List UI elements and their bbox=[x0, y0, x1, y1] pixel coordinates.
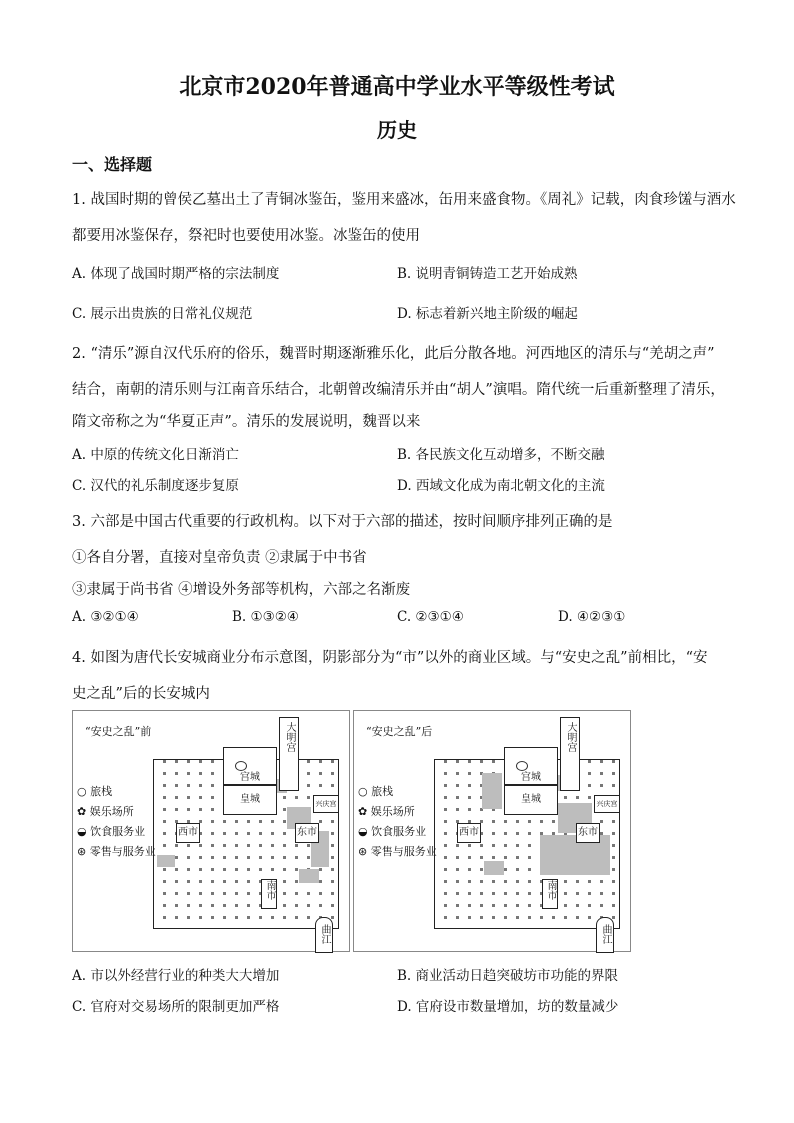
west-market bbox=[176, 823, 200, 843]
legend-inn bbox=[77, 783, 112, 799]
q1-option-b: B. 说明青铜铸造工艺开始成熟 bbox=[397, 266, 578, 282]
legend-entertainment-label: 娱乐场所 bbox=[370, 805, 415, 818]
q4-option-b: B. 商业活动日趋突破坊市功能的界限 bbox=[397, 968, 619, 984]
east-market bbox=[576, 823, 600, 843]
shaded-area bbox=[484, 861, 504, 875]
q4-stem-line1: 4. 如图为唐代长安城商业分布示意图，阴影部分为“市”以外的商业区域。与“安史之乱”前相比，“安 bbox=[72, 650, 708, 666]
q1-option-d: D. 标志着新兴地主阶级的崛起 bbox=[397, 306, 578, 322]
qujiang-pond bbox=[315, 917, 333, 953]
daming-palace bbox=[560, 717, 580, 791]
q2-option-c: C. 汉代的礼乐制度逐步复原 bbox=[72, 478, 239, 494]
west-market bbox=[457, 823, 481, 843]
q3-stem-line1: 3. 六部是中国古代重要的行政机构。以下对于六部的描述，按时间顺序排列正确的是 bbox=[72, 514, 613, 530]
q4-option-a: A. 市以外经营行业的种类大大增加 bbox=[72, 968, 280, 984]
east-market-label: 东市 bbox=[578, 827, 598, 838]
daming-palace bbox=[279, 717, 299, 791]
q2-option-b: B. 各民族文化互动增多，不断交融 bbox=[397, 447, 605, 463]
q2-option-a: A. 中原的传统文化日渐消亡 bbox=[72, 447, 239, 463]
south-market bbox=[542, 879, 558, 909]
qujiang-pond bbox=[596, 917, 614, 953]
south-market-label: 南市 bbox=[264, 880, 275, 900]
legend-entertainment bbox=[77, 803, 134, 819]
xingqing-palace bbox=[594, 795, 620, 813]
subject-title: 历史 bbox=[377, 118, 417, 142]
legend-inn-label: 旅栈 bbox=[90, 785, 113, 798]
legend-retail-label: 零售与服务业 bbox=[370, 845, 437, 858]
daming-label: 大明宫 bbox=[565, 722, 576, 752]
palace-city bbox=[223, 747, 277, 785]
map-before-caption: “安史之乱”前 bbox=[85, 725, 152, 738]
east-market-label: 东市 bbox=[297, 827, 317, 838]
q3-stem-line2: ①各自分署，直接对皇帝负责 ②隶属于中书省 bbox=[72, 550, 367, 566]
food-icon: ◒ bbox=[77, 825, 87, 838]
q3-option-a: A. ③②①④ bbox=[72, 609, 139, 625]
map-after-caption: “安史之乱”后 bbox=[366, 725, 433, 738]
xingqing-label: 兴庆宫 bbox=[315, 800, 337, 808]
legend-inn bbox=[358, 783, 393, 799]
q2-stem-line2: 结合，南朝的清乐则与江南音乐结合，北朝曾改编清乐并由“胡人”演唱。隋代统一后重新整理了清乐， bbox=[72, 382, 725, 398]
inn-icon: ○ bbox=[358, 785, 368, 798]
page-title: 北京市2020年普通高中学业水平等级性考试 bbox=[179, 74, 615, 100]
q1-stem-line2: 都要用冰鉴保存，祭祀时也要使用冰鉴。冰鉴缶的使用 bbox=[72, 228, 420, 244]
q3-option-d: D. ④②③① bbox=[558, 609, 626, 625]
legend-food bbox=[358, 823, 426, 839]
imperial-city-label: 皇城 bbox=[521, 794, 541, 805]
retail-icon: ⊛ bbox=[358, 845, 368, 858]
xingqing-palace bbox=[313, 795, 339, 813]
inn-icon: ○ bbox=[77, 785, 87, 798]
q2-option-d: D. 西域文化成为南北朝文化的主流 bbox=[397, 478, 605, 494]
shaded-area bbox=[482, 773, 502, 809]
shaded-area bbox=[157, 855, 175, 867]
south-market bbox=[261, 879, 277, 909]
q1-option-a: A. 体现了战国时期严格的宗法制度 bbox=[72, 266, 280, 282]
q4-option-c: C. 官府对交易场所的限制更加严格 bbox=[72, 999, 280, 1015]
legend-food-label: 饮食服务业 bbox=[90, 825, 146, 838]
map-after bbox=[353, 710, 631, 952]
west-market-label: 西市 bbox=[459, 827, 479, 838]
section-heading: 一、选择题 bbox=[72, 155, 153, 174]
south-market-label: 南市 bbox=[545, 880, 556, 900]
legend-entertainment bbox=[358, 803, 415, 819]
q4-option-d: D. 官府设市数量增加，坊的数量减少 bbox=[397, 999, 619, 1015]
legend-food-label: 饮食服务业 bbox=[371, 825, 427, 838]
retail-icon: ⊛ bbox=[77, 845, 87, 858]
q2-stem-line1: 2. “清乐”源自汉代乐府的俗乐，魏晋时期逐渐雅乐化，此后分散各地。河西地区的清乐与“羌胡之声” bbox=[72, 346, 715, 362]
pond-icon bbox=[516, 761, 528, 771]
legend-retail-label: 零售与服务业 bbox=[89, 845, 156, 858]
legend-inn-label: 旅栈 bbox=[371, 785, 394, 798]
east-market bbox=[295, 823, 319, 843]
legend-food bbox=[77, 823, 145, 839]
qujiang-label: 曲江 bbox=[600, 924, 611, 944]
daming-label: 大明宫 bbox=[284, 722, 295, 752]
entertainment-icon: ✿ bbox=[77, 805, 87, 818]
west-market-label: 西市 bbox=[178, 827, 198, 838]
imperial-city bbox=[223, 785, 277, 815]
q2-stem-line3: 隋文帝称之为“华夏正声”。清乐的发展说明，魏晋以来 bbox=[72, 414, 421, 430]
entertainment-icon: ✿ bbox=[358, 805, 368, 818]
q1-option-c: C. 展示出贵族的日常礼仪规范 bbox=[72, 306, 253, 322]
food-icon: ◒ bbox=[358, 825, 368, 838]
pond-icon bbox=[235, 761, 247, 771]
q3-option-c: C. ②③①④ bbox=[397, 609, 464, 625]
xingqing-label: 兴庆宫 bbox=[596, 800, 618, 808]
imperial-city bbox=[504, 785, 558, 815]
qujiang-label: 曲江 bbox=[319, 924, 330, 944]
legend-retail bbox=[77, 843, 156, 859]
shaded-area bbox=[299, 869, 319, 883]
palace-city-label: 宫城 bbox=[240, 772, 260, 783]
map-before bbox=[72, 710, 350, 952]
palace-city-label: 宫城 bbox=[521, 772, 541, 783]
q3-stem-line3: ③隶属于尚书省 ④增设外务部等机构，六部之名渐废 bbox=[72, 582, 411, 598]
q3-option-b: B. ①③②④ bbox=[232, 609, 299, 625]
q4-stem-line2: 史之乱”后的长安城内 bbox=[72, 686, 210, 702]
legend-entertainment-label: 娱乐场所 bbox=[89, 805, 134, 818]
palace-city bbox=[504, 747, 558, 785]
legend-retail bbox=[358, 843, 437, 859]
q1-stem-line1: 1. 战国时期的曾侯乙墓出土了青铜冰鉴缶，鉴用来盛冰，缶用来盛食物。《周礼》记载，肉食珍馐与酒水 bbox=[72, 192, 736, 208]
imperial-city-label: 皇城 bbox=[240, 794, 260, 805]
